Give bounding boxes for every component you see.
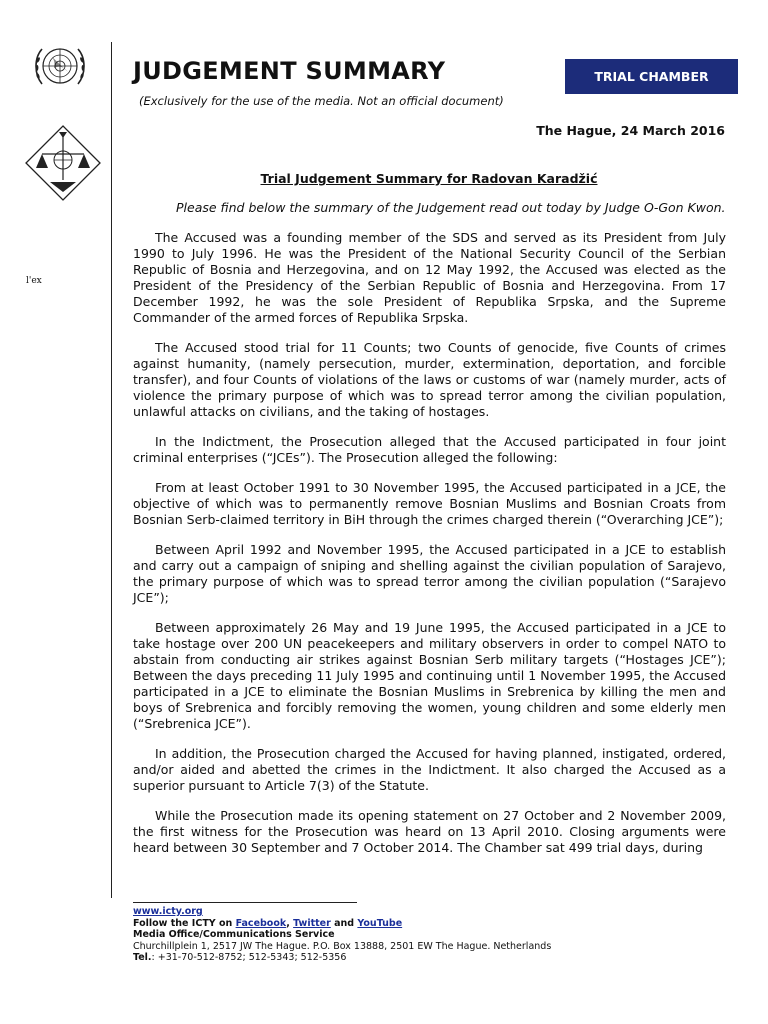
page-subtitle: (Exclusively for the use of the media. Not an official document) xyxy=(139,94,504,108)
address: Churchillplein 1, 2517 JW The Hague. P.O. Box 13888, 2501 EW The Hague. Netherlands xyxy=(133,940,552,952)
document-heading: Trial Judgement Summary for Radovan Karadžić xyxy=(260,171,598,186)
body-paragraph: Between approximately 26 May and 19 June 1995, the Accused participated in a JCE to take hostage over 200 UN peacekeepers and military observers in order to compel NATO to abstain from conducting air strikes against Bosnian Serb military targets (“Hostages JCE”); Between the days preceding 11 July 1995 and continuing until 1 November 1995, the Accused participated in a JCE to eliminate the Bosnian Muslims in Srebrenica by killing the men and boys of Srebrenica and forcibly removing the women, young children and some elderly men (“Srebrenica JCE”). xyxy=(133,620,726,731)
separator: and xyxy=(330,917,358,929)
document-body xyxy=(133,200,726,870)
tel-numbers: : +31-70-512-8752; 512-5343; 512-5356 xyxy=(151,952,347,963)
facebook-link[interactable]: Facebook xyxy=(235,917,287,929)
tel-label: Tel. xyxy=(133,952,152,963)
website-link[interactable]: www.icty.org xyxy=(133,906,203,917)
body-paragraph: While the Prosecution made its opening statement on 27 October and 2 November 2009, the first witness for the Prosecution was heard on 13 April 2010. Closing arguments were heard between 30 September and 7 October 2014. The Chamber sat 499 trial days, during xyxy=(133,808,726,855)
body-paragraph: The Accused stood trial for 11 Counts; two Counts of genocide, five Counts of crimes against humanity, (namely persecution, murder, extermination, deportation, and forcible transfer), and four Counts of violations of the laws or customs of war (namely murder, acts of violence the primary purpose of which was to spread terror among the civilian population, unlawful attacks on civilians, and the taking of hostages. xyxy=(133,340,726,419)
footer xyxy=(133,906,551,964)
intro-paragraph: Please find below the summary of the Judgement read out today by Judge O-Gon Kwon. xyxy=(176,200,726,215)
page-title: JUDGEMENT SUMMARY xyxy=(133,57,446,85)
footer-rule xyxy=(133,902,357,903)
body-paragraph: In addition, the Prosecution charged the Accused for having planned, instigated, ordered, and/or aided and abetted the crimes in the Indictment. It also charged the Accused as a superior pursuant to Article 7(3) of the Statute. xyxy=(133,746,726,793)
un-emblem-icon xyxy=(32,40,88,96)
margin-rule xyxy=(111,42,112,898)
margin-note: l'ex xyxy=(26,276,42,286)
body-paragraph: The Accused was a founding member of the SDS and served as its President from July 1990 to July 1996. He was the President of the National Security Council of the Serbian Republic of Bosnia and Herzegovina, and on 12 May 1992, the Accused was elected as the President of the Presidency of the Serbian Republic of Bosnia and Herzegovina. From 17 December 1992, he was the sole President of Republika Srpska, and the Supreme Commander of the armed forces of Republika Srpska. xyxy=(133,230,726,325)
body-paragraph: From at least October 1991 to 30 November 1995, the Accused participated in a JCE, the objective of which was to permanently remove Bosnian Muslims and Bosnian Croats from Bosnian Serb-claimed territory in BiH through the crimes charged therein (“Overarching JCE”); xyxy=(133,480,726,527)
twitter-link[interactable]: Twitter xyxy=(293,917,331,929)
follow-text: Follow the ICTY on xyxy=(133,917,236,929)
separator: , xyxy=(286,917,294,929)
body-paragraph: Between April 1992 and November 1995, the Accused participated in a JCE to establish and carry out a campaign of sniping and shelling against the civilian population of Sarajevo, the primary purpose of which was to spread terror among the civilian population (“Sarajevo JCE”); xyxy=(133,542,726,605)
trial-chamber-badge: TRIAL CHAMBER xyxy=(565,59,738,94)
dateline: The Hague, 24 March 2016 xyxy=(536,123,725,138)
media-office: Media Office/Communications Service xyxy=(133,929,335,940)
icty-scales-emblem-icon xyxy=(22,122,104,204)
body-paragraph: In the Indictment, the Prosecution alleged that the Accused participated in four joint criminal enterprises (“JCEs”). The Prosecution alleged the following: xyxy=(133,434,726,465)
youtube-link[interactable]: YouTube xyxy=(357,917,403,929)
